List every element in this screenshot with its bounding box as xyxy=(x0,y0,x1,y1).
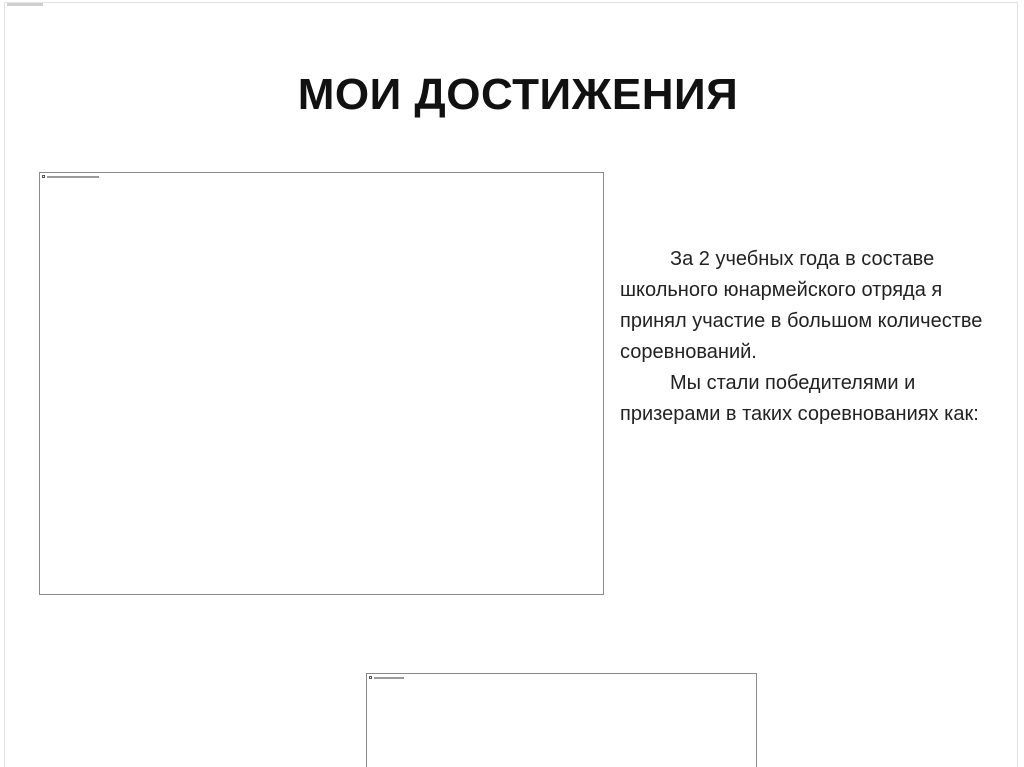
slide-corner-mark xyxy=(7,3,43,6)
broken-image-icon xyxy=(42,175,99,178)
paragraph-participation: За 2 учебных года в составе школьного юнармейского отряда я принял участие в большом количестве соревнований. xyxy=(620,248,983,363)
photo-placeholder-2 xyxy=(366,673,757,767)
photo-placeholder-1 xyxy=(39,172,604,595)
slide-body-text xyxy=(620,244,1000,430)
slide-title: МОИ ДОСТИЖЕНИЯ xyxy=(297,70,739,119)
broken-image-icon xyxy=(369,676,404,679)
paragraph-winners: Мы стали победителями и призерами в таких соревнованиях как: xyxy=(620,372,979,425)
